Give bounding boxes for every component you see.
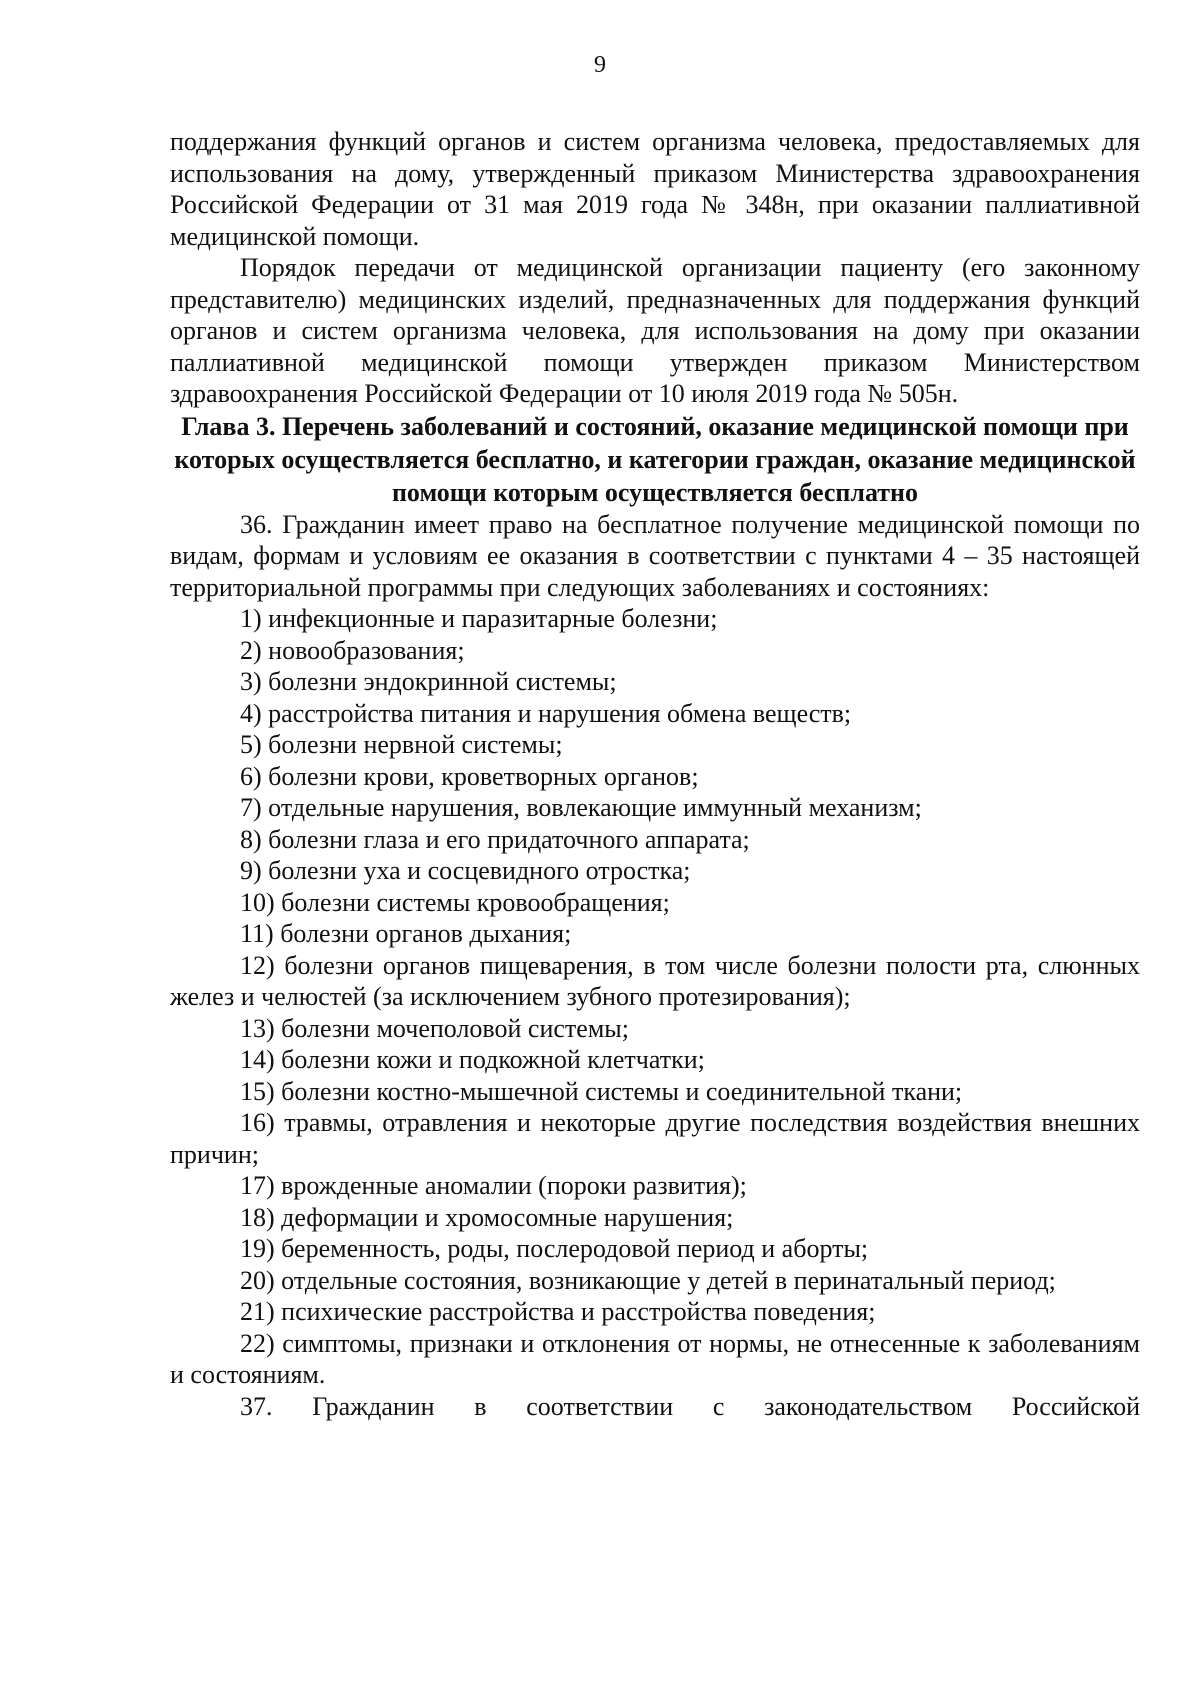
list-item: 16) травмы, отравления и некоторые другие последствия воздействия внешних причин; [170,1108,1140,1169]
chapter-title: Глава 3. Перечень заболеваний и состояний, оказание медицинской помощи при которых осуществляется бесплатно, и категории граждан, оказание медицинской помощи которым осуществляется бесплатно [174,411,1136,507]
list-item: 21) психические расстройства и расстройства поведения; [240,1297,876,1326]
list-item: 15) болезни костно-мышечной системы и соединительной ткани; [240,1076,963,1106]
list-item: 6) болезни крови, кроветворных органов; [240,761,699,791]
document-body [170,126,1140,1422]
list-item: 19) беременность, роды, послеродовой период и аборты; [240,1234,869,1263]
list-item: 3) болезни эндокринной системы; [240,667,617,696]
page-number: 9 [594,52,606,78]
list-item: 17) врожденные аномалии (пороки развития); [240,1171,747,1200]
list-item: 13) болезни мочеполовой системы; [240,1013,629,1043]
diseases-list [170,603,1140,1391]
paragraph-transfer-procedure: Порядок передачи от медицинской организации пациенту (его законному представителю) медицинских изделий, предназначенных для поддержания функций органов и систем организма человека, для использования на дому при оказании паллиативной медицинской помощи утвержден приказом Министерством здравоохранения Российской Федерации от 10 июля 2019 года № 505н. [170,253,1140,408]
clause-36-intro: 36. Гражданин имеет право на бесплатное получение медицинской помощи по видам, формам и условиям ее оказания в соответствии с пунктами 4 – 35 настоящей территориальной программы при следующих заболеваниях и состояниях: [170,509,1140,602]
list-item: 22) симптомы, признаки и отклонения от нормы, не отнесенные к заболеваниям и состояниям. [170,1328,1140,1389]
list-item: 10) болезни системы кровообращения; [240,887,670,917]
paragraph-continuation: поддержания функций органов и систем организма человека, предоставляемых для использования на дому, утвержденный приказом Министерства здравоохранения Российской Федерации от 31 мая 2019 года № 348н, при оказании паллиативной медицинской помощи. [170,127,1140,251]
list-item: 9) болезни уха и сосцевидного отростка; [240,856,691,885]
list-item: 5) болезни нервной системы; [240,730,563,759]
list-item: 2) новообразования; [240,635,465,665]
list-item: 1) инфекционные и паразитарные болезни; [240,604,718,633]
list-item: 8) болезни глаза и его придаточного аппарата; [240,824,750,854]
clause-37-start: 37. Гражданин в соответствии с законодательством Российской [240,1391,1140,1421]
list-item: 4) расстройства питания и нарушения обмена веществ; [240,698,852,728]
list-item: 14) болезни кожи и подкожной клетчатки; [240,1045,705,1074]
list-item: 7) отдельные нарушения, вовлекающие иммунный механизм; [240,793,922,822]
list-item: 18) деформации и хромосомные нарушения; [240,1202,734,1232]
list-item: 12) болезни органов пищеварения, в том числе болезни полости рта, слюнных желез и челюстей (за исключением зубного протезирования); [170,950,1140,1011]
list-item: 20) отдельные состояния, возникающие у детей в перинатальный период; [240,1265,1056,1295]
list-item: 11) болезни органов дыхания; [240,919,572,948]
